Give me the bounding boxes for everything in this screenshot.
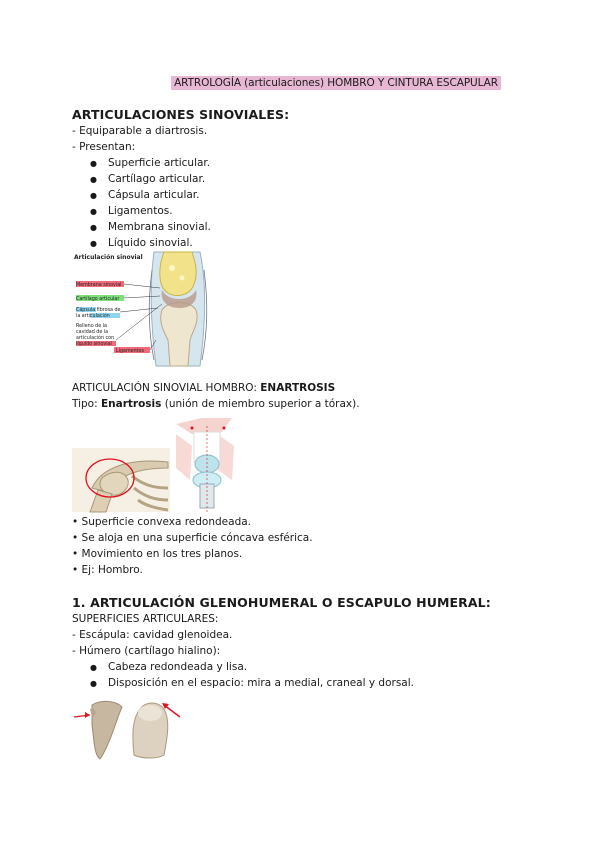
- line-escapula: - Escápula: cavidad glenoidea.: [72, 629, 233, 641]
- document-title: ARTROLOGÍA (articulaciones) HOMBRO Y CINTURA ESCAPULAR: [171, 76, 501, 90]
- list-item: • Se aloja en una superficie cóncava esférica.: [72, 532, 313, 544]
- list-item: ● Superficie articular.: [90, 157, 211, 169]
- list-item: ● Cabeza redondeada y lisa.: [90, 661, 248, 673]
- figure-label: articulación con: [76, 336, 115, 341]
- section-heading-glenohumeral: 1. ARTICULACIÓN GLENOHUMERAL O ESCAPULO HUMERAL:: [72, 595, 491, 610]
- list-item: • Ej: Hombro.: [72, 564, 143, 576]
- list-item: ● Ligamentos.: [90, 205, 173, 217]
- figure-label: Cápsula fibrosa de: [76, 308, 121, 313]
- figure-label: Membrana sinovial: [76, 283, 122, 288]
- figure-label: Relleno de la: [76, 324, 107, 329]
- list-item: ● Cápsula articular.: [90, 189, 200, 201]
- list-item: • Superficie convexa redondeada.: [72, 516, 252, 528]
- figure-label: líquido sinovial: [76, 342, 112, 347]
- figure-label: cavidad de la: [76, 330, 109, 335]
- synovial-joint-figure: [72, 250, 212, 368]
- hombro-heading: ARTICULACIÓN SINOVIAL HOMBRO: ENARTROSIS: [72, 382, 336, 394]
- figure-label: Ligamentos: [116, 349, 144, 354]
- line-humero: - Húmero (cartílago hialino):: [72, 645, 221, 657]
- list-item: ● Cartílago articular.: [90, 173, 206, 185]
- figure-label: la articulación: [76, 314, 110, 319]
- list-item: • Movimiento en los tres planos.: [72, 548, 243, 560]
- line-presentan: - Presentan:: [72, 141, 136, 153]
- figure-title: Articulación sinovial: [74, 254, 143, 261]
- list-item: ● Membrana sinovial.: [90, 221, 211, 233]
- hombro-tipo: Tipo: Enartrosis (unión de miembro superior a tórax).: [72, 398, 360, 410]
- scapula-humerus-figures: [72, 695, 192, 765]
- list-item: ● Disposición en el espacio: mira a medial, craneal y dorsal.: [90, 677, 414, 689]
- title-wrap: [0, 71, 600, 90]
- line-equiparable: - Equiparable a diartrosis.: [72, 125, 208, 137]
- list-item: ● Líquido sinovial.: [90, 237, 193, 249]
- shoulder-figures: [72, 418, 242, 513]
- line-superficies: SUPERFICIES ARTICULARES:: [72, 613, 219, 625]
- section-heading-sinoviales: ARTICULACIONES SINOVIALES:: [72, 107, 290, 122]
- figure-label: Cartílago articular: [76, 297, 120, 302]
